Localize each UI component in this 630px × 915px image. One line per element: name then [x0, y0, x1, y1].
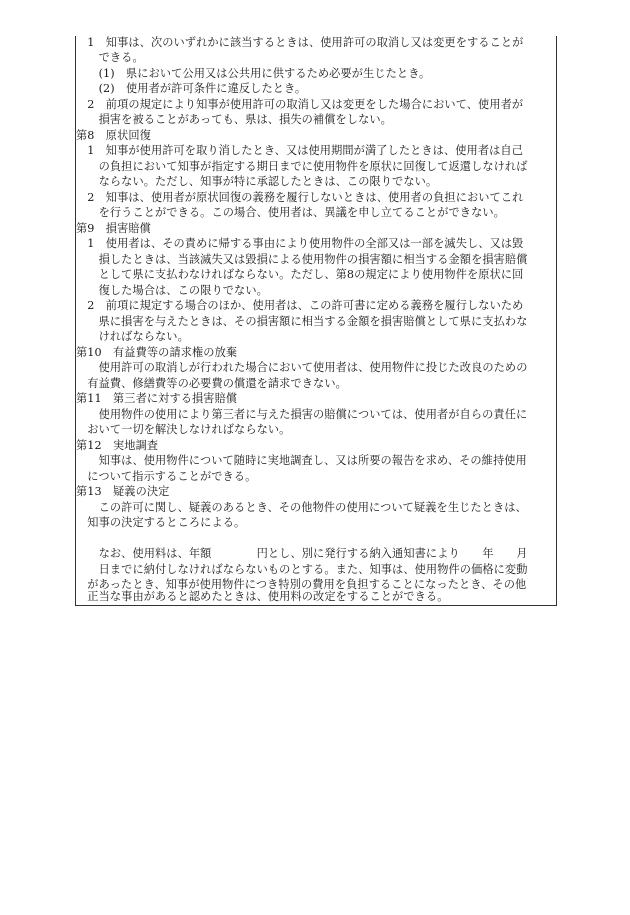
clause-9-item-2-line-2: 県に損害を与えたときは、その損害額に相当する金額を損害賠償として県に支払わな: [76, 315, 528, 328]
clause-8-item-2-line-1: 2 知事は、使用者が原状回復の義務を履行しないときは、使用者の負担においてこれ: [76, 191, 524, 204]
clause-10-heading: 第10 有益費等の請求権の放棄: [76, 346, 238, 359]
clause-11-heading: 第11 第三者に対する損害賠償: [76, 392, 238, 405]
clause-7-sub-2: (2) 使用者が許可条件に違反したとき。: [76, 82, 307, 95]
clause-9-item-2-line-3: ければならない。: [76, 330, 189, 343]
clause-13-body-line-2: 知事の決定するところによる。: [76, 516, 246, 529]
clause-8-item-1-line-3: ならない。ただし、知事が特に承認したときは、この限りでない。: [76, 175, 438, 188]
clause-10-body-line-2: 有益費、修繕費等の必要費の償還を請求できない。: [76, 377, 347, 390]
clause-11-body-line-1: 使用物件の使用により第三者に与えた損害の賠償については、使用者が自らの責任に: [76, 408, 528, 421]
clause-9-item-1-line-4: 復した場合は、この限りでない。: [76, 284, 268, 297]
fee-note-line-2: 日までに納付しなければならないものとする。また、知事は、使用物件の価格に変動: [76, 563, 528, 576]
clause-7-item-1-line-1: 1 知事は、次のいずれかに該当するときは、使用許可の取消し又は変更をすることが: [76, 36, 524, 49]
clause-8-item-1-line-1: 1 知事が使用許可を取り消したとき、又は使用期間が満了したときは、使用者は自己: [76, 144, 523, 157]
clause-7-sub-1: (1) 県において公用又は公共用に供するため必要が生じたとき。: [76, 67, 431, 80]
clause-9-item-1-line-3: として県に支払わなければならない。ただし、第8の規定により使用物件を原状に回: [76, 268, 524, 281]
document-frame: [75, 36, 557, 606]
clause-12-body-line-1: 知事は、使用物件について随時に実地調査し、又は所要の報告を求め、その維持使用: [76, 454, 527, 467]
clause-12-body-line-2: について指示することができる。: [76, 470, 257, 483]
clause-8-heading: 第8 原状回復: [76, 129, 151, 142]
fee-note-line-3: があったとき、知事が使用物件につき特別の費用を負担することになったとき、その他: [76, 578, 527, 591]
clause-9-item-2-line-1: 2 前項に規定する場合のほか、使用者は、この許可書に定める義務を履行しないため: [76, 299, 524, 312]
clause-9-item-1-line-1: 1 使用者は、その責めに帰する事由により使用物件の全部又は一部を滅失し、又は毀: [76, 237, 524, 250]
clause-9-item-1-line-2: 損したときは、当該滅失又は毀損による使用物件の損害額に相当する金額を損害賠償: [76, 253, 528, 266]
fee-note-line-1: なお、使用料は、年額 円とし、別に発行する納入通知書により 年 月: [76, 547, 528, 560]
clause-7-item-1-line-2: できる。: [76, 51, 144, 64]
clause-8-item-1-line-2: の負担において知事が指定する期日までに使用物件を原状に回復して返還しなければ: [76, 160, 528, 173]
clause-7-item-2-line-2: 損害を被ることがあっても、県は、損失の補償をしない。: [76, 113, 392, 126]
clause-13-heading: 第13 疑義の決定: [76, 485, 170, 498]
clause-7-item-2-line-1: 2 前項の規定により知事が使用許可の取消し又は変更をした場合において、使用者が: [76, 98, 524, 111]
clause-9-heading: 第9 損害賠償: [76, 222, 151, 235]
clause-10-body-line-1: 使用許可の取消しが行われた場合において使用者は、使用物件に投じた改良のための: [76, 361, 528, 374]
clause-13-body-line-1: この許可に関し、疑義のあるとき、その他物件の使用について疑義を生じたときは、: [76, 501, 527, 514]
clause-12-heading: 第12 実地調査: [76, 439, 159, 452]
fee-note-line-4: 正当な事由があると認めたときは、使用料の改定をすることができる。: [76, 590, 449, 603]
clause-11-body-line-2: おいて一切を解決しなければならない。: [76, 423, 291, 436]
clause-8-item-2-line-2: を行うことができる。この場合、使用者は、異議を申し立てることができない。: [76, 206, 505, 219]
